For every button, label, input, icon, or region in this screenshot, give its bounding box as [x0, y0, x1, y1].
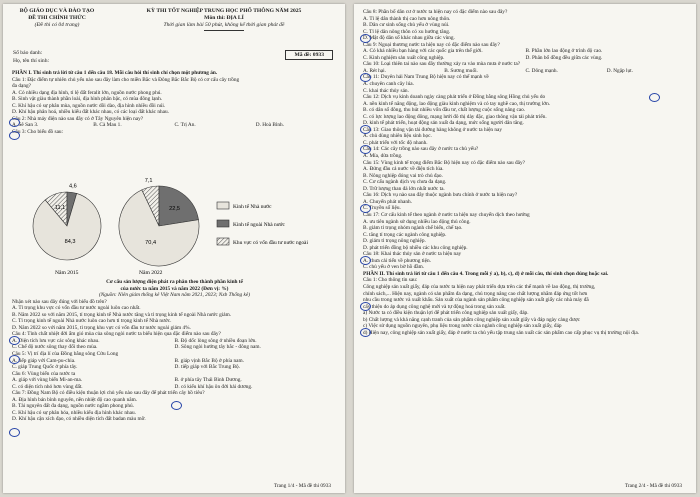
pie-data-label: 11,1: [54, 204, 66, 211]
legend-label: Kinh tế ngoài Nhà nước: [233, 222, 285, 228]
page2-block-a: Câu 8: Phần bố dân cư ở nước ta hiện nay có đặc điểm nào sau đây? A. Tỉ lệ dân thành thị cao hơn nông thôn. B. Dân cư sinh sống chủ yếu ở vùng núi. C. Tỉ lệ dân nông thôn có xu hướng tăng. D. Mật độ dân số khác nhau giữa các vùng. Câu 9: Ngoại thương nước ta hiện nay có đặc điểm nào sau đây? A. Có khá nhiều bạn hàng với các quốc gia trên thế giới. B. Phần lớn lao động ở trình độ cao. C. Kinh nghiệm sản xuất công nghiệp. D. Phân bố đồng đều giữa các vùng. Câu 10: Loại thiên tai nào sau đây thường xảy ra vào mùa mưa ở nước ta? A. Rét hại. B. Sương muối. C. Dông mạnh. D. Ngập lụt. Câu 11: Duyên hải Nam Trung Bộ hiện nay có thế mạnh về A. chuyên canh cây lúa. C. khai thác thủy sản. Câu 12: Dịch vụ kinh doanh ngày càng phát triển ở Đồng bằng sông Hồng chủ yếu do A. nền kinh tế năng động, lao động giàu kinh nghiệm và có tay nghề cao, thị trường lớn. B. có dân số đông, thu hút nhiều vốn đầu tư, chất lượng cuộc sống nâng cao. C. có lực lượng lao động đông, mạng lưới đô thị dày đặc, giao thông vận tải phát triển. D. kinh tế phát triển, hoạt động sản xuất đa dạng, mức sống người dân tăng. Câu 13: Giao thông vận tải đường hàng không ở nước ta hiện nay A. chủ dùng nhiên liệu sinh học. C. phát triển với tốc độ nhanh. Câu 14: Các cây trồng nào sau đây ở nước ta chủ yếu? A. Mía, dừa trồng. Câu 15: Vùng kinh tế trọng điểm Bắc Bộ hiện nay có đặc điểm nào sau đây? A. Đứng đầu cả nước về điện tích lúa. B. Nông nghiệp đóng vai trò chủ đạo. C. Cơ cấu ngành dịch vụ chưa đa dạng. D. Trữ lượng than đá lớn nhất nước ta. Câu 16: Dịch vụ nào sau đây thuộc ngành bưu chính ở nước ta hiện nay? A. Chuyển phát nhanh. C. Truyền số liệu. Câu 17: Cơ cấu kinh tế theo ngành ở nước ta hiện nay chuyển dịch theo hướng A. ưu tiên ngành sử dụng nhiều lao động thủ công. B. giảm tỉ trọng nhóm ngành chế biến, chế tạo. C. tăng tỉ trọng các ngành công nghiệp. D. giảm tỉ trọng nông nghiệp. D. phát triển đồng bộ nhiều các khu công nghiệp. Câu 18: Khai thác thủy sản ở nước ta hiện nay A. chưa cải tiến về phương tiện. C. chủ yếu ở ven bờ hồ đầm. PHẦN II. Thí sinh trả lời từ câu 1 đến câu 4. Trong mỗi ý a), b), c), d) ở mỗi câu, thí sinh chọn đúng hoặc sai. Câu 1: Cho thông tin sau: Công nghiệp sản xuất giấy, đáp của nước ta hiện nay phát triển dựa trên các thế mạnh về lao động, thị trường, chính sách,... Hiện nay, ngành có sản phẩm đa dạng, chú trọng nâng cao chất lượng nhằm đáp ứng tốt hơn nhu cầu trong nước và xuất khẩu. Sản xuất của ngành sản phẩm công nghiệp sản xuất giấy các nhà máy đã cấy thiện do áp dụng công nghệ mới và tự động hoá trong sản xuất. a) Nước ta có điều kiện thuận lợi để phát triển công nghiệp sản xuất giấy, đáp. b) Chất lượng và khả năng cạnh tranh của sản phẩm công nghiệp sản xuất giấy và đáp ngày càng được c) Việc sử dụng nguồn nguyên, phụ liệu trong nước của ngành công nghiệp sản xuất giấy, đáp d) Hiện nay, công nghiệp sản xuất giấy, đáp ở nước ta chủ yếu tập trung sản xuất các sản phẩm cao cấp phục vụ thị trường nội địa.: [363, 9, 688, 336]
exam-page-2: [354, 4, 696, 493]
page-footer: Trang 2/4 - Mã đề thi 0933: [624, 483, 682, 489]
question-2-options: A. Sê San 3. B. Cà Mau 1. C. Trị An. D. Hoà Bình.: [12, 122, 284, 129]
answer-mark: [9, 336, 20, 345]
part1-block-b: Cơ cấu sản lượng điện phát ra phân theo thành phần kinh tế của nước ta năm 2015 và năm 2022 (Đơn vị: %) (Nguồn: Niên giám thống kê Việt Nam năm 2021, 2023; Nxb Thống kê) Nhận xét nào sau đây đúng với biểu đồ trên? A. Tỉ trọng khu vực có vốn đầu tư nước ngoài luôn cao nhất. B. Năm 2022 so với năm 2015, tỉ trọng kinh tế Nhà nước tăng và tỉ trọng kinh tế ngoài Nhà nước giảm. C. Tỉ trọng kinh tế ngoài Nhà nước luôn cao hơn tỉ trọng kinh tế Nhà nước. D. Năm 2022 so với năm 2015, tỉ trọng khu vực có vốn đầu tư nước ngoài giảm 4%. Câu 4: Tỉnh chất nhiệt đới ẩm gió mùa của sông ngòi nước ta biểu hiện qua đặc điểm nào sau đây? A. Diện tích lưu vực các sông khác nhau. B. Độ dốc lòng sông ở nhiều đoạn lớn. C. Chế độ nước sông thay đổi theo mùa. D. Sông ngòi hướng tây bắc - đông nam. Câu 5: Vị trí địa lí của Đồng bằng sông Cửu Long A. tiếp giáp với Cam-pu-chia. B. giáp vịnh Bắc Bộ ở phía nam. C. giáp Trung Quốc ở phía tây. D. tiếp giáp với Bắc Trung Bộ. Câu 6: Vùng biển của nước ta A. giáp với vùng biển Mi-an-ma. B. ở phía tây Thái Bình Dương. C. có diện tích nhỏ hơn vùng đất. D. có kiểu khí hậu ôn đới hải dương. Câu 7: Đồng Nam Bộ có điều kiện thuận lợi chủ yếu nào sau đây để phát triển cây hồ tiêu? A. Địa hình bán bình nguyên, nền nhiệt độ cao quanh năm. B. Tài nguyên đất đa dạng, nguồn nước ngầm phong phú. C. Khí hậu có sự phân hóa, nhiều kiểu địa hình khác nhau. D. Khí hậu cận xích đạo, có nhiều diện tích đất badan màu mỡ.: [12, 279, 337, 423]
answer-mark: [649, 93, 660, 102]
part1-block: PHẦN I. Thí sinh trả lời từ câu 1 đến câu 18. Mỗi câu hỏi thí sinh chỉ chọn một phương án. Câu 1: Đặc điểm tự nhiên chủ yếu nào sau đây làm cho miền Bắc và Đông Bắc Bắc Bộ có cơ cấu cây trồng đa dạng? A. Có nhiều dạng địa hình, tỉ lệ đất feralit lớn, nguồn nước phong phú. B. Sinh vật giàu thành phần loài, địa hình phân bậc, có mùa đông lạnh. C. Khí hậu có sự phân mùa, nguồn nước dồi dào, địa hình nhiều đồi núi. D. Khí hậu phân hoá, nhiều kiểu đất khác nhau, có các loại đất khác nhau. Câu 2: Nhà máy điện nào sau đây có ở Tây Nguyên hiện nay? A. Sê San 3. B. Cà Mau 1. C. Trị An. D. Hoà Bình. Câu 3: Cho biểu đồ sau:: [12, 70, 337, 135]
candidate-number-label: Số báo danh:: [13, 50, 43, 56]
chart-caption-title: Cơ cấu sản lượng điện phát ra phân theo thành phần kinh tế: [106, 279, 243, 285]
question-1-line: Câu 1: Đặc điểm tự nhiên chủ yếu nào sau đây làm cho miền Bắc và Đông Bắc Bắc Bộ có cơ cấu cây trồng: [12, 76, 240, 83]
pie-title-2022: Năm 2022: [139, 270, 163, 276]
candidate-name-label: Họ, tên thí sinh:: [13, 58, 50, 64]
ministry-header: BỘ GIÁO DỤC VÀ ĐÀO TẠO ĐỀ THI CHÍNH THỨC (Đề thi có 04 trang): [19, 8, 95, 28]
part2-heading: PHẦN II. Thí sinh trả lời từ câu 1 đến câu 4. Trong mỗi ý a), b), c), d) ở mỗi câu, thí sinh chọn đúng hoặc sai.: [363, 270, 609, 277]
answer-mark: [360, 204, 371, 213]
pie-data-label: 7,1: [144, 178, 153, 185]
legend-swatch: [217, 220, 229, 227]
answer-mark: [9, 428, 20, 437]
exam-page-1: [3, 4, 345, 493]
page-footer: Trang 1/4 - Mã đề thi 0933: [273, 483, 331, 489]
page-header: [3, 4, 345, 48]
answer-mark: [171, 401, 182, 410]
legend-label: Kinh tế Nhà nước: [233, 204, 272, 210]
candidate-info: [3, 48, 345, 66]
pie-charts: [21, 178, 331, 277]
legend-swatch: [217, 238, 229, 245]
answer-mark: [360, 328, 371, 337]
question-3: Câu 3: Cho biểu đồ sau:: [12, 128, 64, 135]
answer-mark: [360, 302, 371, 311]
chart-source: (Nguồn: Niên giám thống kê Việt Nam năm 2021, 2023; Nxb Thống kê): [99, 292, 250, 299]
exam-code-box: Mã đề: 0933: [285, 50, 333, 60]
chart-legend: [217, 202, 308, 246]
pie-data-label: 84,3: [64, 238, 76, 245]
answer-mark: [9, 118, 20, 127]
pie-data-label: 22,5: [169, 205, 181, 212]
answer-mark: [360, 125, 371, 134]
answer-mark: [9, 131, 20, 140]
legend-label: Khu vực có vốn đầu tư nước ngoài: [233, 240, 308, 246]
answer-mark: [360, 145, 371, 154]
exam-title: KỲ THI TỐT NGHIỆP TRUNG HỌC PHỔ THÔNG NĂM 2025 Môn thi: ĐỊA LÍ Thời gian làm bài 50 phút, không kể thời gian phát đề: [111, 8, 337, 31]
pie-data-label: 4,6: [69, 183, 77, 190]
answer-mark: [9, 355, 20, 364]
question-2: Câu 2: Nhà máy điện nào sau đây có ở Tây Nguyên hiện nay?: [12, 115, 144, 122]
pie-data-label: 70,4: [145, 239, 157, 246]
legend-swatch: [217, 202, 229, 209]
pie-title-2015: Năm 2015: [55, 270, 79, 276]
answer-mark: [360, 73, 371, 82]
answer-mark: [360, 256, 371, 265]
pie-2022: [119, 178, 199, 266]
pie-2015: [33, 183, 101, 260]
answer-mark: [360, 34, 371, 43]
